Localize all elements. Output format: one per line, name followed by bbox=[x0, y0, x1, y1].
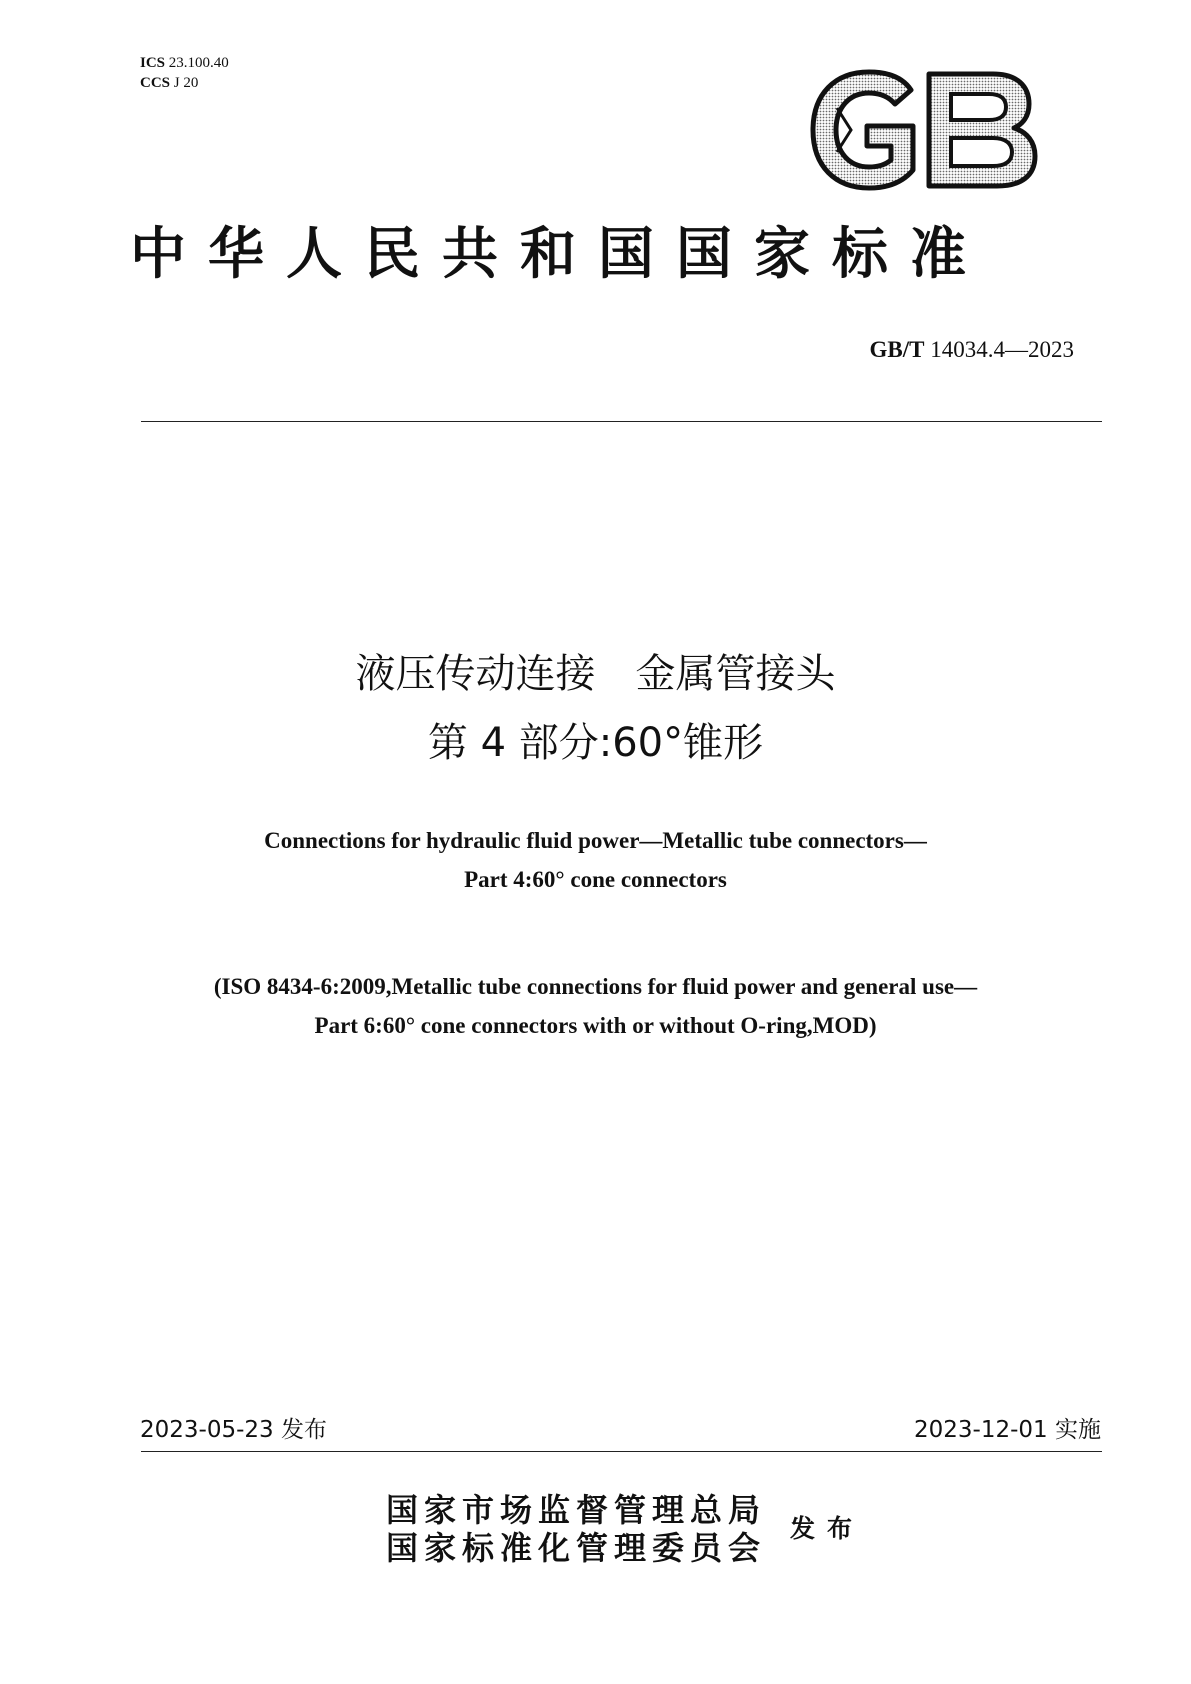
classification-codes bbox=[140, 54, 229, 93]
country-standard-heading: 中华人民共和国国家标准 bbox=[130, 221, 988, 287]
standard-prefix: GB/T bbox=[869, 337, 925, 362]
ics-line bbox=[140, 54, 229, 74]
chinese-title-line-1: 液压传动连接 金属管接头 bbox=[355, 651, 836, 697]
issue-action: 发布 bbox=[790, 1514, 865, 1543]
ccs-code: J 20 bbox=[173, 74, 199, 91]
gb-logo-icon bbox=[807, 68, 1039, 192]
publication-date: 2023-05-23 发布 bbox=[140, 1417, 327, 1443]
issuer-samr: 国家市场监督管理总局 bbox=[386, 1491, 767, 1529]
header-divider bbox=[141, 421, 1102, 422]
chinese-title-line-2: 第 4 部分:60°锥形 bbox=[427, 720, 764, 766]
ics-label: ICS bbox=[140, 55, 166, 71]
standard-code: 14034.4—2023 bbox=[930, 337, 1074, 362]
english-title-line-2: Part 4:60° cone connectors bbox=[464, 867, 727, 892]
footer-divider bbox=[141, 1451, 1102, 1452]
english-title-line-1: Connections for hydraulic fluid power—Metallic tube connectors— bbox=[264, 828, 927, 853]
issuer-sac: 国家标准化管理委员会 bbox=[386, 1528, 767, 1567]
ccs-line bbox=[140, 74, 229, 94]
iso-reference-line-1: (ISO 8434-6:2009,Metallic tube connections for fluid power and general use— bbox=[213, 974, 978, 999]
issuing-authorities bbox=[386, 1492, 766, 1568]
ccs-label: CCS bbox=[140, 74, 171, 91]
implementation-date: 2023-12-01 实施 bbox=[914, 1417, 1101, 1443]
iso-reference-line-2: Part 6:60° cone connectors with or without O-ring,MOD) bbox=[314, 1013, 877, 1038]
ics-code: 23.100.40 bbox=[168, 55, 229, 71]
standard-number bbox=[870, 338, 1074, 361]
